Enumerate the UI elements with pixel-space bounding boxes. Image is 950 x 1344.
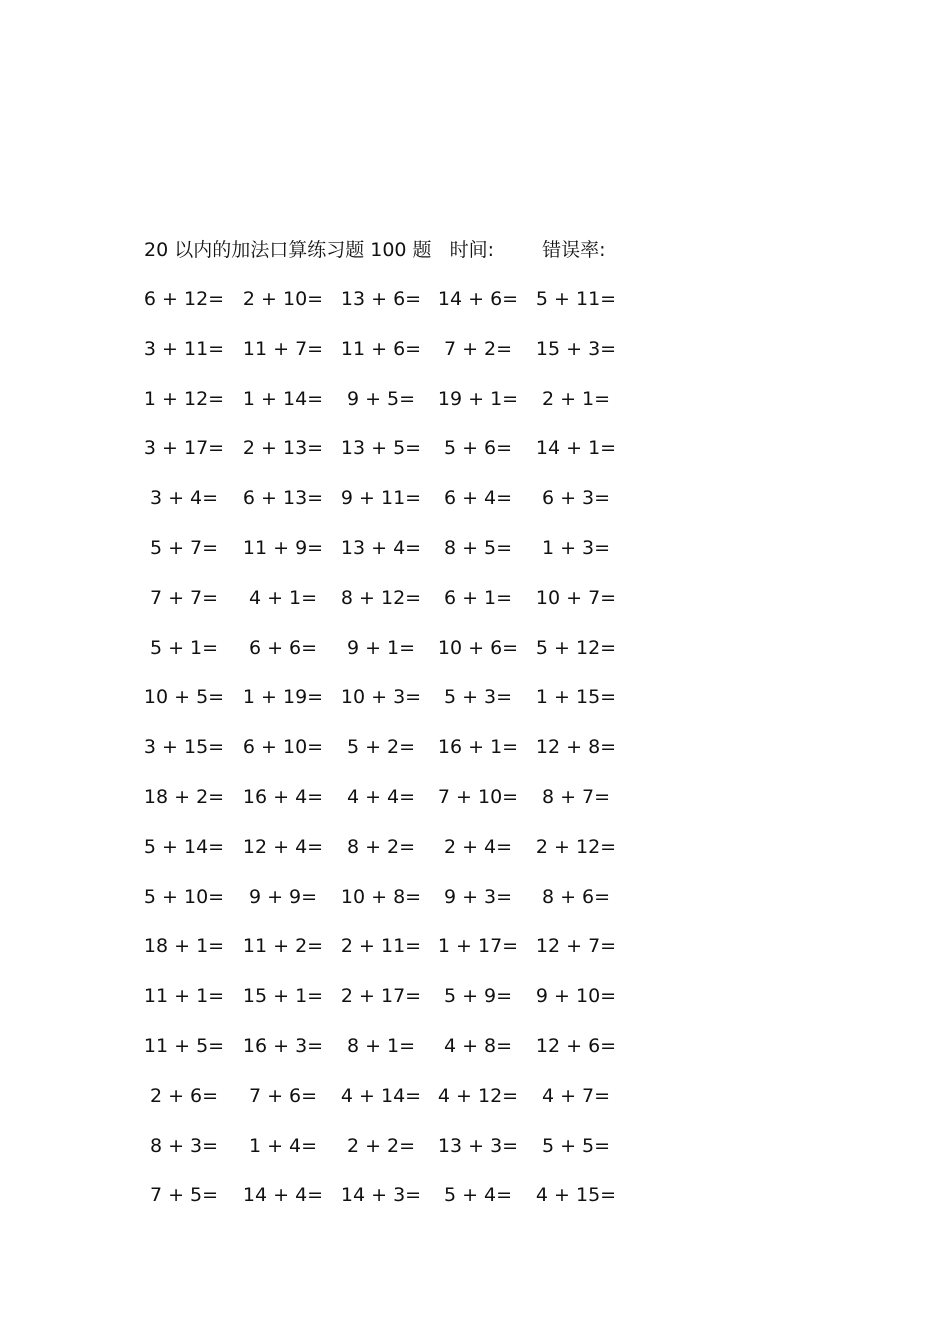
problem-cell: 9 + 10= bbox=[535, 985, 617, 1007]
problem-cell: 13 + 4= bbox=[340, 537, 422, 559]
problem-cell: 10 + 3= bbox=[340, 686, 422, 708]
problem-cell: 16 + 4= bbox=[242, 786, 324, 808]
problem-cell: 5 + 3= bbox=[443, 686, 513, 708]
problem-cell: 8 + 7= bbox=[541, 786, 611, 808]
problem-cell: 13 + 6= bbox=[340, 288, 422, 310]
problem-cell: 16 + 1= bbox=[437, 736, 519, 758]
problem-cell: 4 + 12= bbox=[437, 1085, 519, 1107]
problem-cell: 2 + 4= bbox=[443, 836, 513, 858]
problem-cell: 1 + 3= bbox=[541, 537, 611, 559]
problem-cell: 3 + 15= bbox=[143, 736, 225, 758]
problem-cell: 5 + 11= bbox=[535, 288, 617, 310]
problem-cell: 1 + 15= bbox=[535, 686, 617, 708]
problem-cell: 6 + 4= bbox=[443, 487, 513, 509]
problem-cell: 5 + 12= bbox=[535, 637, 617, 659]
problem-cell: 4 + 8= bbox=[443, 1035, 513, 1057]
problem-cell: 8 + 1= bbox=[346, 1035, 416, 1057]
problem-cell: 11 + 6= bbox=[340, 338, 422, 360]
problem-cell: 4 + 4= bbox=[346, 786, 416, 808]
problem-cell: 3 + 4= bbox=[149, 487, 219, 509]
problem-cell: 2 + 6= bbox=[149, 1085, 219, 1107]
problem-cell: 12 + 4= bbox=[242, 836, 324, 858]
problem-cell: 2 + 11= bbox=[340, 935, 422, 957]
problem-cell: 7 + 5= bbox=[149, 1184, 219, 1206]
problem-cell: 13 + 5= bbox=[340, 437, 422, 459]
problem-cell: 5 + 5= bbox=[541, 1135, 611, 1157]
problem-cell: 5 + 4= bbox=[443, 1184, 513, 1206]
problem-cell: 4 + 15= bbox=[535, 1184, 617, 1206]
problem-cell: 11 + 2= bbox=[242, 935, 324, 957]
time-label: 时间: bbox=[449, 239, 495, 261]
problem-cell: 5 + 9= bbox=[443, 985, 513, 1007]
problem-cell: 9 + 3= bbox=[443, 886, 513, 908]
problem-cell: 8 + 3= bbox=[149, 1135, 219, 1157]
worksheet-title: 20 以内的加法口算练习题 100 题 bbox=[144, 239, 432, 261]
problem-cell: 2 + 10= bbox=[242, 288, 324, 310]
problem-cell: 7 + 7= bbox=[149, 587, 219, 609]
problem-cell: 2 + 13= bbox=[242, 437, 324, 459]
problem-cell: 8 + 6= bbox=[541, 886, 611, 908]
problem-cell: 14 + 4= bbox=[242, 1184, 324, 1206]
problem-cell: 4 + 1= bbox=[248, 587, 318, 609]
problem-cell: 9 + 1= bbox=[346, 637, 416, 659]
problem-cell: 11 + 1= bbox=[143, 985, 225, 1007]
problem-cell: 5 + 2= bbox=[346, 736, 416, 758]
problem-cell: 5 + 6= bbox=[443, 437, 513, 459]
problem-cell: 18 + 1= bbox=[143, 935, 225, 957]
problem-cell: 11 + 9= bbox=[242, 537, 324, 559]
problem-cell: 1 + 17= bbox=[437, 935, 519, 957]
problem-cell: 2 + 12= bbox=[535, 836, 617, 858]
problem-cell: 7 + 2= bbox=[443, 338, 513, 360]
problem-cell: 4 + 14= bbox=[340, 1085, 422, 1107]
problem-cell: 3 + 17= bbox=[143, 437, 225, 459]
problem-cell: 6 + 3= bbox=[541, 487, 611, 509]
problem-cell: 1 + 4= bbox=[248, 1135, 318, 1157]
problem-cell: 15 + 1= bbox=[242, 985, 324, 1007]
problem-cell: 19 + 1= bbox=[437, 388, 519, 410]
problem-cell: 14 + 6= bbox=[437, 288, 519, 310]
problem-cell: 15 + 3= bbox=[535, 338, 617, 360]
problem-cell: 6 + 13= bbox=[242, 487, 324, 509]
problem-cell: 2 + 17= bbox=[340, 985, 422, 1007]
problem-cell: 2 + 1= bbox=[541, 388, 611, 410]
problem-cell: 2 + 2= bbox=[346, 1135, 416, 1157]
problem-cell: 9 + 5= bbox=[346, 388, 416, 410]
problem-cell: 5 + 7= bbox=[149, 537, 219, 559]
problem-cell: 16 + 3= bbox=[242, 1035, 324, 1057]
problem-cell: 14 + 3= bbox=[340, 1184, 422, 1206]
problem-cell: 9 + 11= bbox=[340, 487, 422, 509]
problem-cell: 18 + 2= bbox=[143, 786, 225, 808]
problem-cell: 5 + 1= bbox=[149, 637, 219, 659]
error-rate-label: 错误率: bbox=[542, 239, 606, 261]
problem-cell: 8 + 5= bbox=[443, 537, 513, 559]
problem-cell: 6 + 10= bbox=[242, 736, 324, 758]
problem-cell: 10 + 6= bbox=[437, 637, 519, 659]
problem-cell: 6 + 6= bbox=[248, 637, 318, 659]
problem-cell: 6 + 12= bbox=[143, 288, 225, 310]
problem-cell: 10 + 5= bbox=[143, 686, 225, 708]
problem-cell: 12 + 8= bbox=[535, 736, 617, 758]
problem-cell: 7 + 10= bbox=[437, 786, 519, 808]
problem-cell: 10 + 7= bbox=[535, 587, 617, 609]
problem-cell: 10 + 8= bbox=[340, 886, 422, 908]
problem-cell: 14 + 1= bbox=[535, 437, 617, 459]
problem-cell: 4 + 7= bbox=[541, 1085, 611, 1107]
problem-cell: 1 + 12= bbox=[143, 388, 225, 410]
problem-cell: 5 + 10= bbox=[143, 886, 225, 908]
problem-cell: 1 + 19= bbox=[242, 686, 324, 708]
problem-cell: 9 + 9= bbox=[248, 886, 318, 908]
problem-cell: 8 + 2= bbox=[346, 836, 416, 858]
problem-cell: 13 + 3= bbox=[437, 1135, 519, 1157]
problem-cell: 3 + 11= bbox=[143, 338, 225, 360]
problem-cell: 6 + 1= bbox=[443, 587, 513, 609]
problem-cell: 7 + 6= bbox=[248, 1085, 318, 1107]
problem-cell: 11 + 5= bbox=[143, 1035, 225, 1057]
problem-cell: 12 + 6= bbox=[535, 1035, 617, 1057]
problem-cell: 8 + 12= bbox=[340, 587, 422, 609]
problem-cell: 11 + 7= bbox=[242, 338, 324, 360]
problem-cell: 1 + 14= bbox=[242, 388, 324, 410]
problem-cell: 5 + 14= bbox=[143, 836, 225, 858]
problem-cell: 12 + 7= bbox=[535, 935, 617, 957]
